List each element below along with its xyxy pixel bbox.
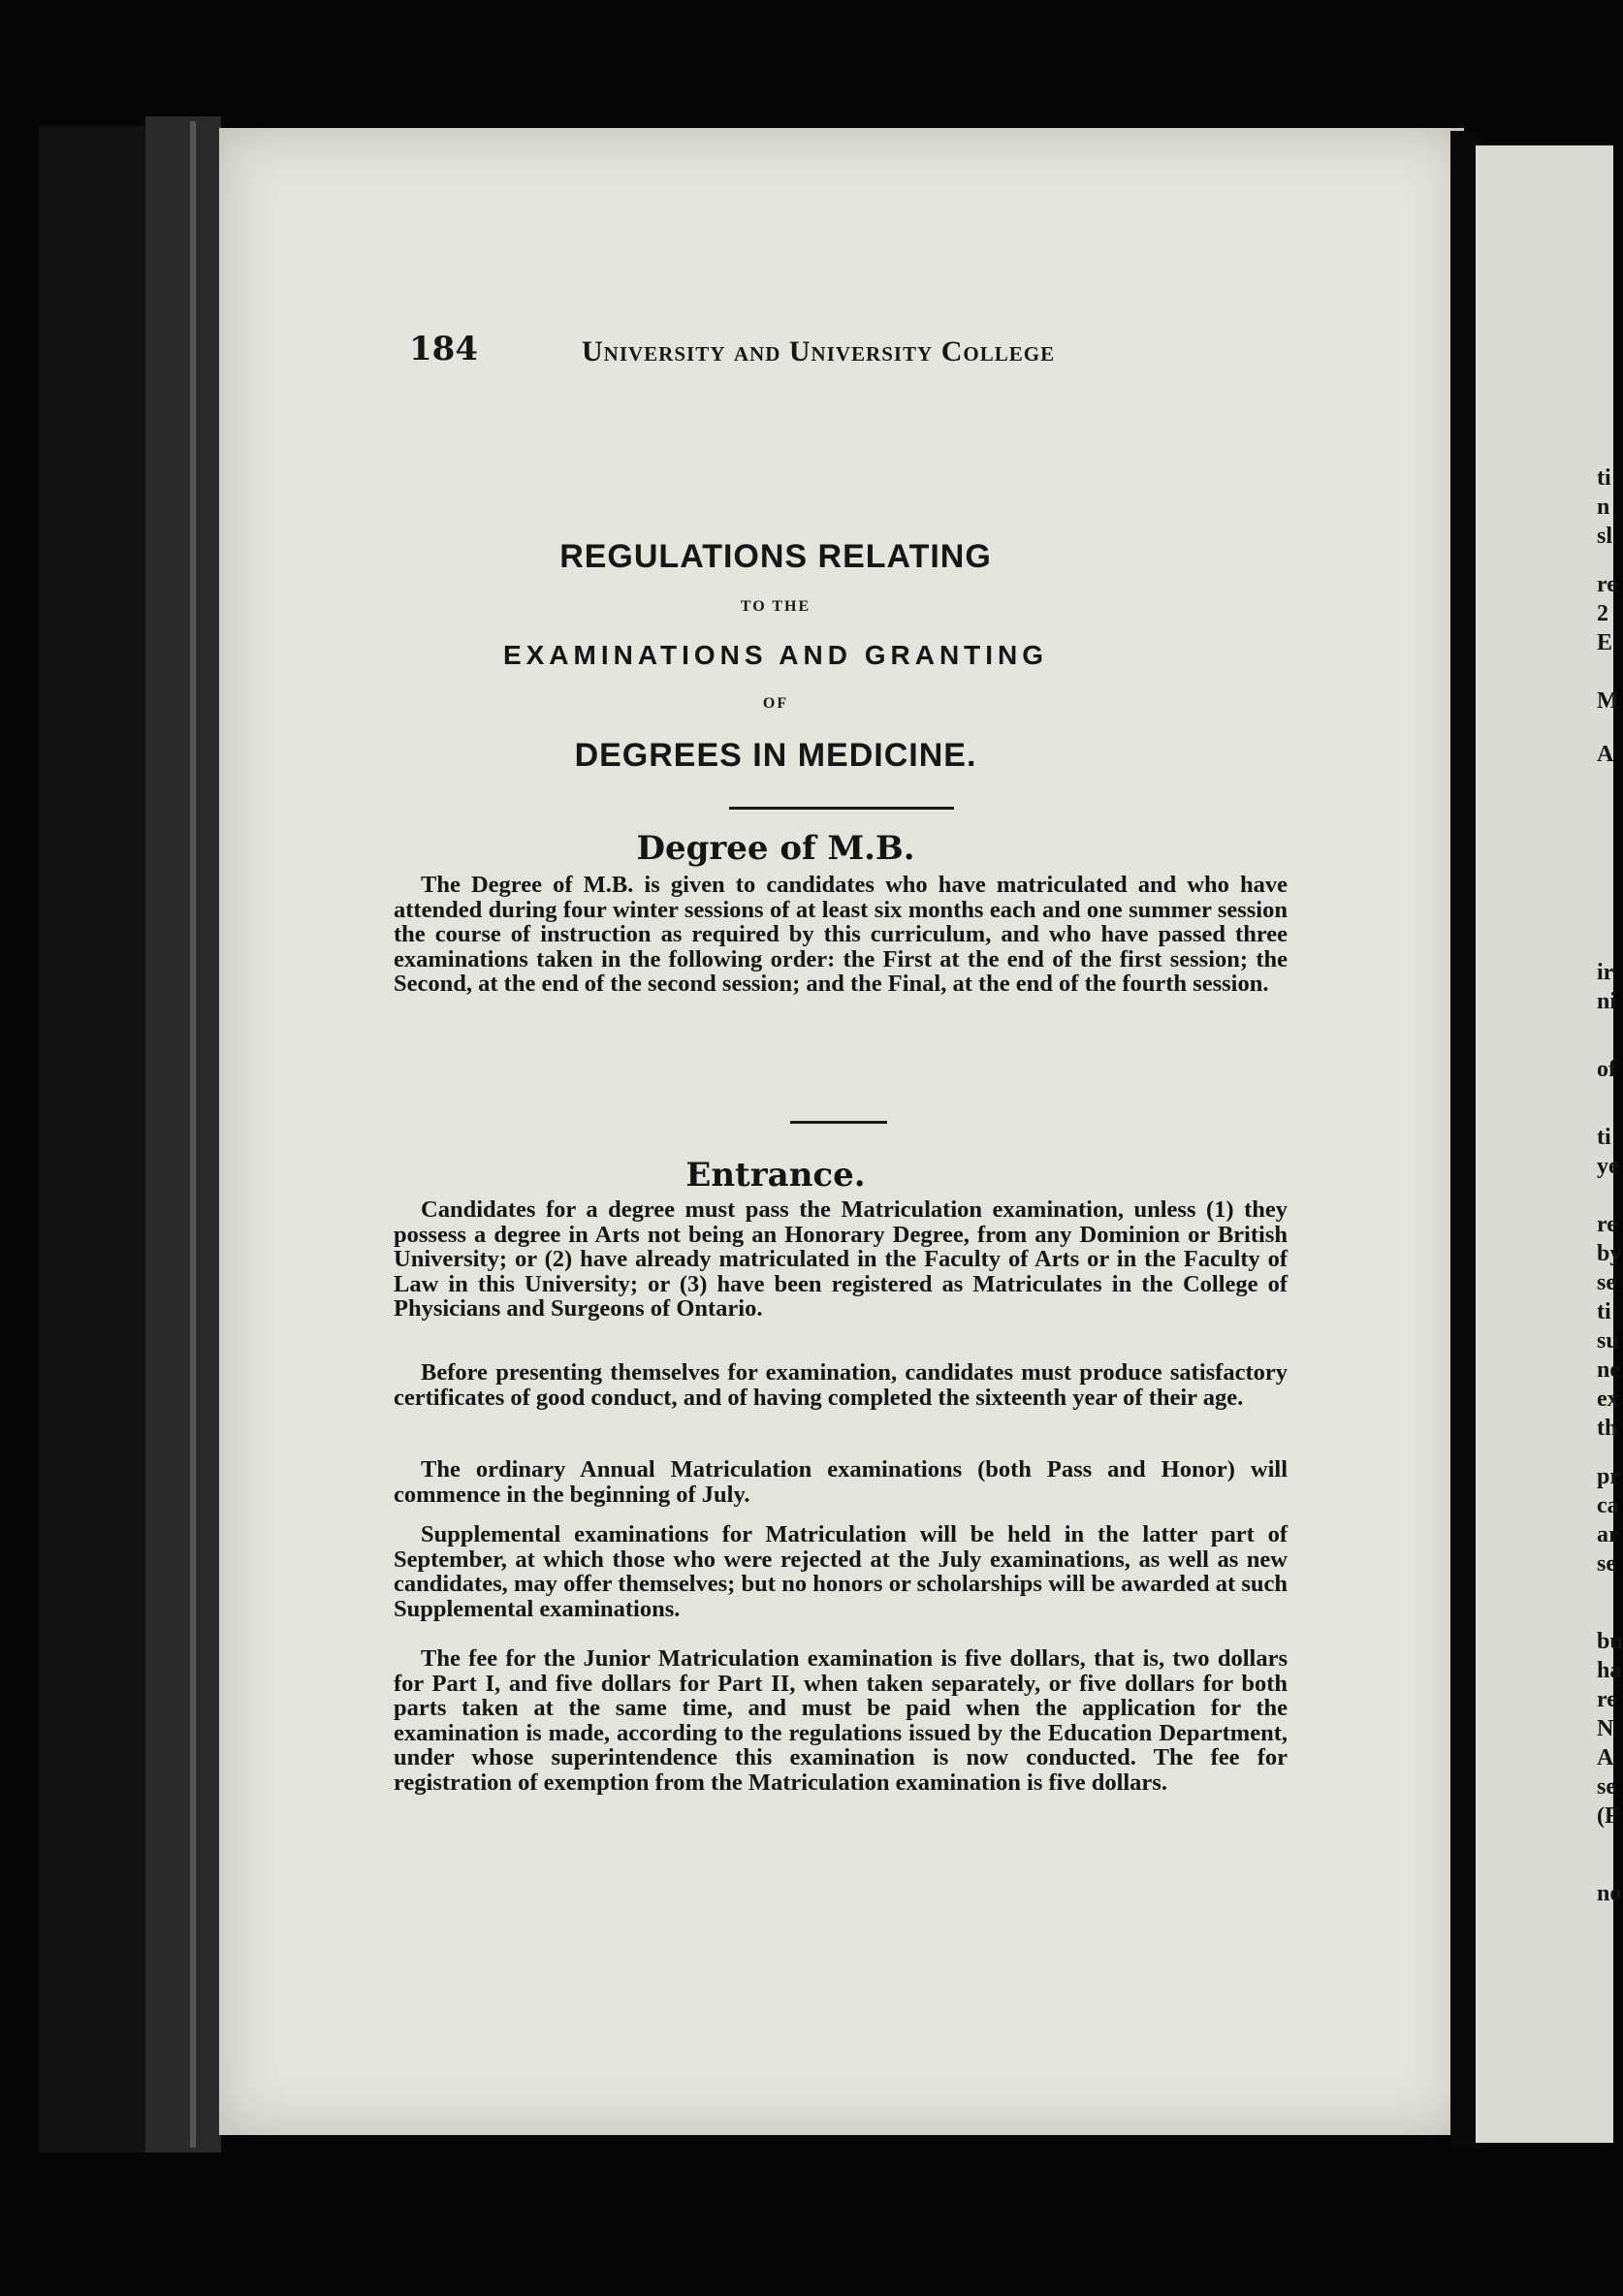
paragraph-entrance-3: The ordinary Annual Matriculation examinations (both Pass and Honor) will commence in the beginning of July. (394, 1456, 1288, 1508)
facing-fragment: ir (1597, 960, 1614, 985)
facing-fragment: ti (1597, 465, 1611, 491)
facing-fragment: se (1597, 1270, 1616, 1295)
section-heading-degree: Degree of M.B. (636, 829, 915, 868)
facing-fragment: ca (1597, 1493, 1619, 1518)
page-number: 184 (409, 330, 478, 368)
page-stack-line (190, 121, 196, 2148)
title-line-1: REGULATIONS RELATING (559, 538, 992, 575)
paragraph-entrance-1: Candidates for a degree must pass the Matriculation examination, unless (1) they possess a degree in Arts not being an Honorary Degree, from any Dominion or British University; or (2) have already matriculated in the Faculty of Arts or in the Faculty of Law in this University; or (3) have been registered as Matriculates in the College of Physicians and Surgeons of Ontario. (394, 1196, 1288, 1323)
facing-fragment: re (1597, 572, 1617, 597)
facing-fragment: ex (1597, 1387, 1619, 1412)
title-line-5: DEGREES IN MEDICINE. (574, 737, 977, 774)
facing-page (1476, 145, 1613, 2143)
facing-fragment: re (1597, 1212, 1617, 1237)
title-line-2: TO THE (740, 598, 812, 615)
facing-fragment: N (1597, 1716, 1614, 1741)
facing-fragment: no (1597, 1881, 1622, 1906)
running-head: University and University College (582, 335, 1056, 367)
paragraph-entrance-2: Before presenting themselves for examination, candidates must produce satisfactory certificates of good conduct, and of having completed the sixteenth year of their age. (394, 1359, 1288, 1411)
facing-fragment: pr (1597, 1464, 1620, 1489)
facing-fragment: bu (1597, 1629, 1623, 1654)
facing-fragment: re (1597, 1687, 1617, 1712)
facing-fragment: th (1597, 1416, 1618, 1441)
facing-fragment: ti (1597, 1299, 1611, 1324)
facing-fragment: M (1597, 688, 1619, 714)
paragraph-degree: The Degree of M.B. is given to candidates who have matriculated and who have attended during four winter sessions of at least six months each and one summer session the course of instruction as required by this curriculum, and who have passed three examinations taken in the following order: the First at the end of the first session; the Second, at the end of the second session; and the Final, at the end of the fourth session. (394, 872, 1288, 998)
facing-fragment: A (1597, 742, 1614, 767)
facing-fragment: of (1597, 1057, 1616, 1082)
facing-fragment: E (1597, 630, 1613, 655)
facing-fragment: (F (1597, 1803, 1619, 1829)
title-line-3: EXAMINATIONS AND GRANTING (502, 640, 1049, 670)
facing-fragment: se (1597, 1551, 1616, 1577)
section-rule (790, 1121, 887, 1124)
paragraph-entrance-5: The fee for the Junior Matriculation examination is five dollars, that is, two dollars for Part I, and five dollars for Part II, when taken separately, or five dollars for both parts taken at the same time, and must be paid when the application for the examination is made, according to the regulations issued by the Education Department, under whose superintendence this examination is now conducted. The fee for registration of exemption from the Matriculation examination is five dollars. (394, 1645, 1288, 1796)
title-line-4: OF (762, 695, 789, 712)
facing-fragment: ni (1597, 989, 1617, 1014)
facing-fragment: su (1597, 1328, 1619, 1354)
book-page (219, 128, 1464, 2135)
title-rule (729, 807, 954, 810)
facing-fragment: ti (1597, 1125, 1611, 1150)
facing-fragment: 2 (1597, 601, 1608, 626)
facing-fragment: ne (1597, 1357, 1620, 1383)
facing-fragment: ye (1597, 1154, 1619, 1179)
paragraph-entrance-4: Supplemental examinations for Matriculation will be held in the latter part of September, at which those who were rejected at the July examinations, as well as new candidates, may offer themselves; but no honors or scholarships will be awarded at such Supplemental examinations. (394, 1521, 1288, 1622)
page-stack-edge (145, 116, 221, 2152)
facing-fragment: n (1597, 494, 1610, 520)
gutter-shadow (1450, 131, 1476, 2148)
facing-fragment: ar (1597, 1522, 1619, 1547)
section-heading-entrance: Entrance. (685, 1156, 866, 1195)
facing-fragment: A (1597, 1745, 1614, 1770)
facing-fragment: by (1597, 1241, 1622, 1266)
facing-fragment: se (1597, 1774, 1616, 1800)
facing-fragment: ha (1597, 1658, 1622, 1683)
facing-fragment: sl (1597, 524, 1613, 549)
